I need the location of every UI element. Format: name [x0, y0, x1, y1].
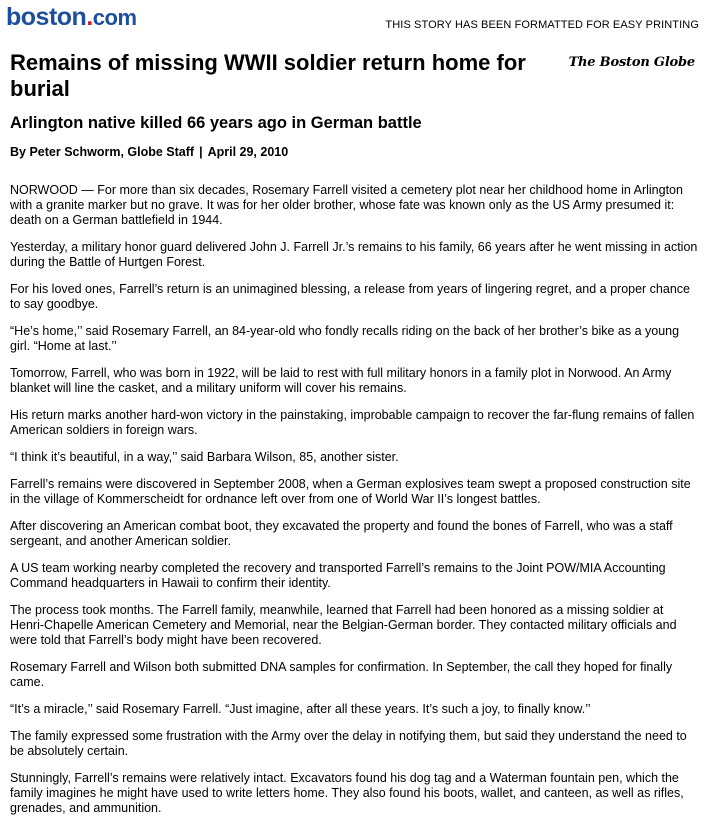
article-paragraph: After discovering an American combat boot, they excavated the property and found the bones of Farrell, who was a staff sergeant, and another American soldier. — [10, 519, 673, 548]
article-paragraph: “He’s home,’’ said Rosemary Farrell, an 84-year-old who fondly recalls riding on the back of her brother’s bike as a young girl. “Home at last.’’ — [10, 324, 680, 353]
article-paragraph: “It’s a miracle,’’ said Rosemary Farrell. “Just imagine, after all these years. It’s such a joy, to finally know.’’ — [10, 702, 591, 716]
boston-com-logo[interactable] — [6, 2, 137, 33]
article-paragraph: The family expressed some frustration with the Army over the delay in notifying them, but said they understand the need to be absolutely certain. — [10, 729, 687, 758]
logo-main: boston — [6, 3, 87, 31]
article-paragraph: Stunningly, Farrell’s remains were relatively intact. Excavators found his dog tag and a Waterman fountain pen, which the family imagines he might have used to write letters home. They also found his boots, wallet, and canteen, as well as rifles, grenades, and ammunition. — [10, 771, 684, 815]
print-format-note: THIS STORY HAS BEEN FORMATTED FOR EASY PRINTING — [385, 19, 699, 31]
byline-author: By Peter Schworm, Globe Staff — [10, 145, 195, 159]
article-paragraph: Tomorrow, Farrell, who was born in 1922, will be laid to rest with full military honors in a family plot in Norwood. An Army blanket will line the casket, and a military uniform will cover his remains. — [10, 366, 672, 395]
article-paragraph: Farrell’s remains were discovered in September 2008, when a German explosives team swept a proposed construction site in the village of Kommerscheidt for ordnance left over from one of World War II’s longest battles. — [10, 477, 691, 506]
article-paragraph: Rosemary Farrell and Wilson both submitted DNA samples for confirmation. In September, the call they hoped for finally came. — [10, 660, 673, 689]
article-paragraph: A US team working nearby completed the recovery and transported Farrell’s remains to the Joint POW/MIA Accounting Command headquarters in Hawaii to confirm their identity. — [10, 561, 666, 590]
article-paragraph: His return marks another hard-won victory in the painstaking, improbable campaign to recover the far-flung remains of fallen American soldiers in foreign wars. — [10, 408, 695, 437]
article-paragraph: “I think it’s beautiful, in a way,’’ said Barbara Wilson, 85, another sister. — [10, 450, 399, 464]
article-paragraph: Yesterday, a military honor guard delivered John J. Farrell Jr.’s remains to his family, 66 years after he went missing in action during the Battle of Hurtgen Forest. — [10, 240, 698, 269]
article-paragraph: For his loved ones, Farrell’s return is an unimagined blessing, a release from years of lingering regret, and a proper chance to say goodbye. — [10, 282, 690, 311]
top-bar — [0, 0, 705, 40]
byline-separator: | — [199, 145, 203, 159]
logo-dot: . — [86, 3, 93, 31]
article-headline: Remains of missing WWII soldier return home for burial — [10, 50, 526, 101]
article-body — [10, 183, 698, 828]
article-paragraph: NORWOOD — For more than six decades, Rosemary Farrell visited a cemetery plot near her childhood home in Arlington with a granite marker but no grave. It was for her older brother, whose fate was known only as the US Army presumed it: death on a German battlefield in 1944. — [10, 183, 683, 227]
article-subhead: Arlington native killed 66 years ago in German battle — [10, 114, 422, 132]
byline-date: April 29, 2010 — [207, 145, 289, 159]
article-paragraph: The process took months. The Farrell family, meanwhile, learned that Farrell had been honored as a missing soldier at Henri-Chapelle American Cemetery and Memorial, near the Belgian-German border. They contacted military officials and were told that Farrell’s body might have been recovered. — [10, 603, 677, 647]
byline — [10, 145, 288, 159]
boston-globe-masthead: The Boston Globe — [568, 55, 695, 70]
logo-tld: com — [92, 5, 137, 30]
